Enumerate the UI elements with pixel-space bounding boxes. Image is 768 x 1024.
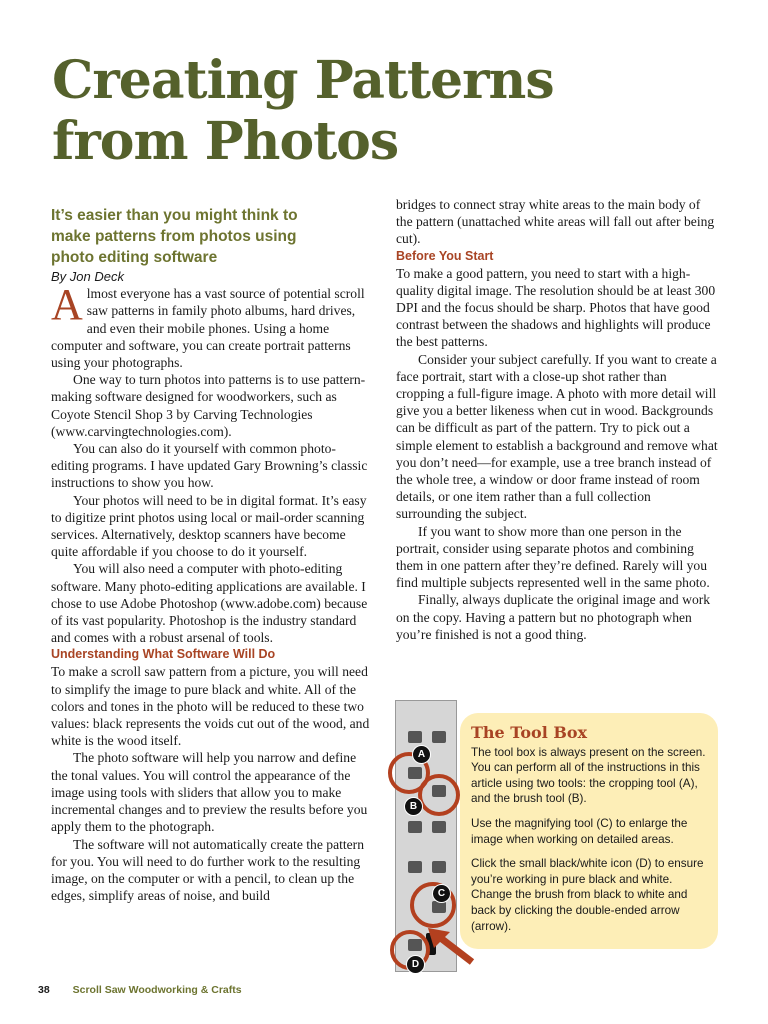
intro-paragraph [51,280,373,371]
left-column [51,205,373,904]
label-c: C [432,884,451,903]
tool-box-sidebar [460,713,718,949]
right-column [396,196,718,643]
intro-text: lmost everyone has a vast source of potential scroll saw patterns in family photo albums, hard drives, and even their mobile phones. Using a home computer and software, you can create portrait patterns using your photographs. [51,286,365,371]
body-paragraph: To make a scroll saw pattern from a picture, you will need to simplify the image to pure black and white. All of the colors and tones in the photo will be reduced to these two values: black represents the voids cut out of the wood, and white is the wood itself. [51,664,370,749]
body-paragraph: If you want to show more than one person in the portrait, consider using separate photos and combining them in one pattern after they’re defined. Rarely will you find multiple subjects represented well in the same photo. [396,523,710,591]
label-d: D [406,955,425,974]
label-a: A [412,745,431,764]
section-heading-software: Understanding What Software Will Do [51,647,276,662]
sidebar-title: The Tool Box [471,723,588,742]
marquee-tool-icon [408,731,422,743]
eraser-tool-icon [408,821,422,833]
body-paragraph: The software will not automatically create the pattern for you. You will need to do further work to the resulting image, on the computer or with a pencil, to clean up the edges, simplify areas of noise, and build [51,836,365,904]
body-paragraph: One way to turn photos into patterns is to use pattern-making software designed for woodworkers, such as Coyote Stencil Shop 3 by Carving Technologies (www.carvingtechnologies.com). [51,372,366,439]
continued-paragraph: bridges to connect stray white areas to the main body of the pattern (unattached white areas will fall out after being cut). [396,197,715,247]
gradient-tool-icon [432,821,446,833]
body-paragraph: Finally, always duplicate the original image and work on the copy. Having a pattern but no photograph when you’re finished is not a good thing. [396,592,711,642]
title-line-2: from Photos [52,111,399,172]
subtitle: It’s easier than you might think to make patterns from photos using photo editing software [51,207,298,266]
section-heading-before-you-start: Before You Start [396,248,494,263]
label-b: B [404,797,423,816]
body-paragraph: You will also need a computer with photo-editing software. Many photo-editing applications are available. I chose to use Adobe Photoshop (www.adobe.com) because of its vast popularity. Photoshop is the industry standard and comes with a robust arsenal of tools. [51,561,368,646]
sidebar-paragraph: Click the small black/white icon (D) to ensure you’re working in pure black and white. Change the brush from black to white and back by clicking the double-ended arrow (arrow). [471,857,704,933]
byline: By Jon Deck [51,269,124,284]
page-footer [38,984,242,996]
body-paragraph: To make a good pattern, you need to start with a high-quality digital image. The resolution should be at least 300 DPI and the focus should be sharp. Photos that have good contrast between the shadows and highlights will produce the best patterns. [396,265,716,350]
sidebar-paragraph: Use the magnifying tool (C) to enlarge the image when working on detailed areas. [471,816,688,846]
sidebar-paragraph: The tool box is always present on the screen. You can perform all of the instructions in this article using two tools: the cropping tool (A), and the brush tool (B). [471,745,706,806]
body-paragraph: Consider your subject carefully. If you want to create a face portrait, start with a close-up shot rather than cropping a full-figure image. A photo with more detail will give you a better likeness when cut in wood. Backgrounds can be difficult as part of the pattern. Try to pick out a simple element to establish a background and remove what you don’t need—for example, use a tree branch instead of the whole tree, a window or door frame instead of room details, or one item rather than a full collection surrounding the subject. [396,351,718,522]
pen-tool-icon [408,861,422,873]
drop-cap: A [51,280,83,330]
page-number: 38 [38,984,50,996]
move-tool-icon [432,731,446,743]
title-line-1: Creating Patterns [52,50,554,111]
article-title [52,50,554,172]
body-paragraph: The photo software will help you narrow and define the tonal values. You will control the appearance of the image using tools with sliders that allow you to make incremental changes and to preview the results before you apply them to the photograph. [51,750,368,835]
type-tool-icon [432,861,446,873]
magazine-name: Scroll Saw Woodworking & Crafts [72,984,242,996]
body-paragraph: Your photos will need to be in digital format. It’s easy to digitize print photos using local or mail-order scanning services. Alternatively, desktop scanners have become quite affordable if you choose to do it yourself. [51,492,367,560]
body-paragraph: You can also do it yourself with common photo-editing programs. I have updated Gary Browning’s classic instructions to show you how. [51,441,368,491]
highlight-circle-b [418,774,460,816]
